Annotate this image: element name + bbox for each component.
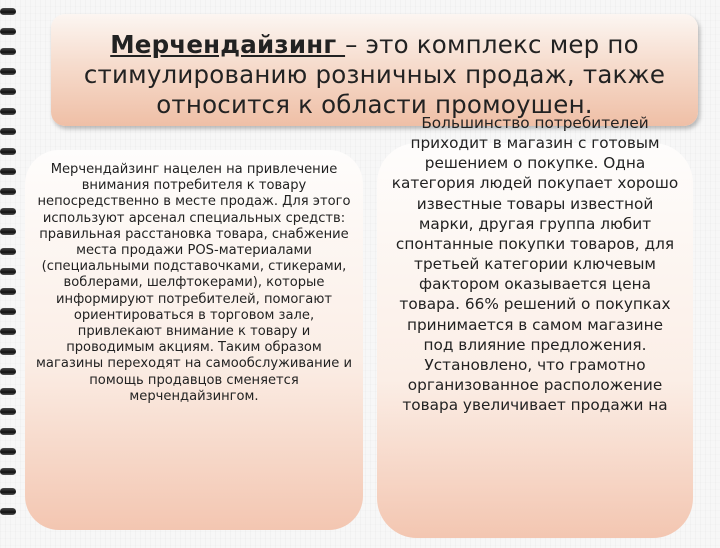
- slide-title: [58, 30, 691, 120]
- title-dash: –: [345, 30, 366, 59]
- title-definition: это комплекс мер по стимулированию розничных продаж, также относится к области промоушен.: [83, 30, 666, 119]
- notebook-spiral-binding: [0, 0, 20, 548]
- left-panel-text: Мерчендайзинг нацелен на привлечение внимания потребителя к товару непосредственно в месте продаж. Для этого используют арсенал специальных средств: правильная расстановка товара, снабжение места продажи POS-материалами (специальными подставочками, стикерами, воблерами, шелфтокерами), которые информируют потребителей, помогают ориентироваться в торговом зале, привлекают внимание к товару и проводимым акциям. Таким образом магазины переходят на самообслуживание и помощь продавцов сменяется мерчендайзингом.: [36, 162, 352, 404]
- right-panel-text: Большинство потребителей приходит в магазин с готовым решением о покупке. Одна категория людей покупает хорошо известные товары известной марки, другая группа любит спонтанные покупки товаров, для третьей категории ключевым фактором оказывается цена товара. 66% решений о покупках принимается в самом магазине под влияние предложения. Установлено, что грамотно организованное расположение товара увеличивает продажи на: [391, 114, 679, 415]
- title-term: Мерчендайзинг: [110, 30, 346, 59]
